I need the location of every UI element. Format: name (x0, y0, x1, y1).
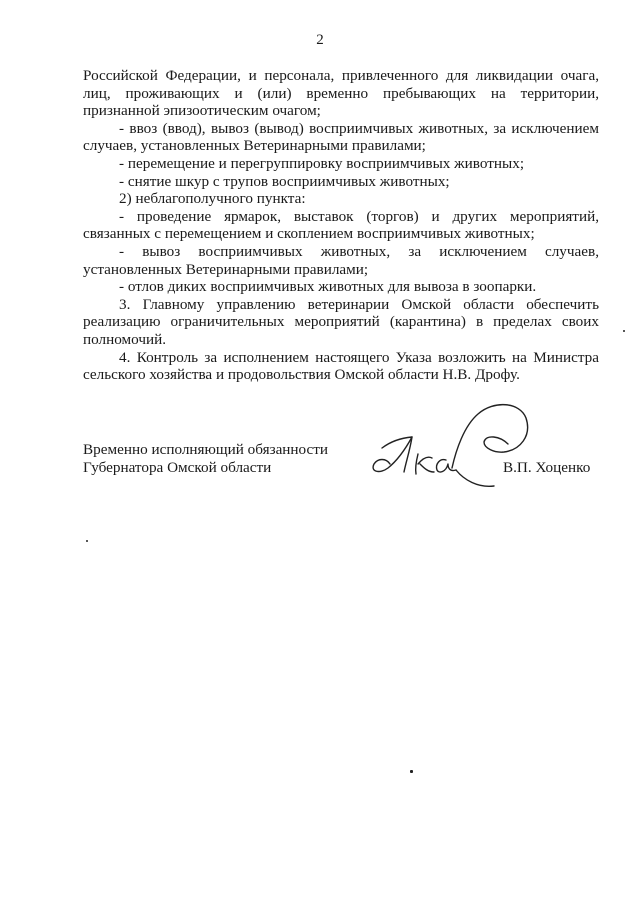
paragraph: - вывоз восприимчивых животных, за исключением случаев, установленных Ветеринарными правилами; (83, 242, 599, 278)
handwritten-signature (360, 388, 550, 498)
paragraph: - ввоз (ввод), вывоз (вывод) восприимчивых животных, за исключением случаев, установленных Ветеринарными правилами; (83, 119, 599, 155)
paragraph: 3. Главному управлению ветеринарии Омской области обеспечить реализацию ограничительных мероприятий (карантина) в пределах своих полномочий. (83, 295, 599, 348)
signatory-title-line: Губернатора Омской области (83, 459, 272, 476)
paragraph: 2) неблагополучного пункта: (119, 190, 306, 208)
paragraph: 4. Контроль за исполнением настоящего Указа возложить на Министра сельского хозяйства и продовольствия Омской области Н.В. Дрофу. (83, 348, 599, 384)
scan-speck (86, 540, 88, 542)
paragraph: - отлов диких восприимчивых животных для вывоза в зоопарки. (119, 278, 537, 296)
scan-speck (410, 770, 413, 773)
decree-body (83, 67, 599, 384)
paragraph: - перемещение и перегруппировку восприимчивых животных; (119, 154, 525, 172)
scan-speck (623, 330, 625, 332)
paragraph: Российской Федерации, и персонала, привлеченного для ликвидации очага, лиц, проживающих и (или) временно пребывающих на территории, признанной эпизоотическим очагом; (83, 67, 599, 120)
signatory-name: В.П. Хоценко (503, 459, 591, 476)
signatory-title (83, 441, 328, 477)
signatory-title-line: Временно исполняющий обязанности (83, 441, 329, 458)
paragraph: - снятие шкур с трупов восприимчивых животных; (119, 172, 450, 190)
page-number: 2 (316, 32, 324, 48)
paragraph: - проведение ярмарок, выставок (торгов) и других мероприятий, связанных с перемещением и скоплением восприимчивых животных; (83, 207, 599, 243)
